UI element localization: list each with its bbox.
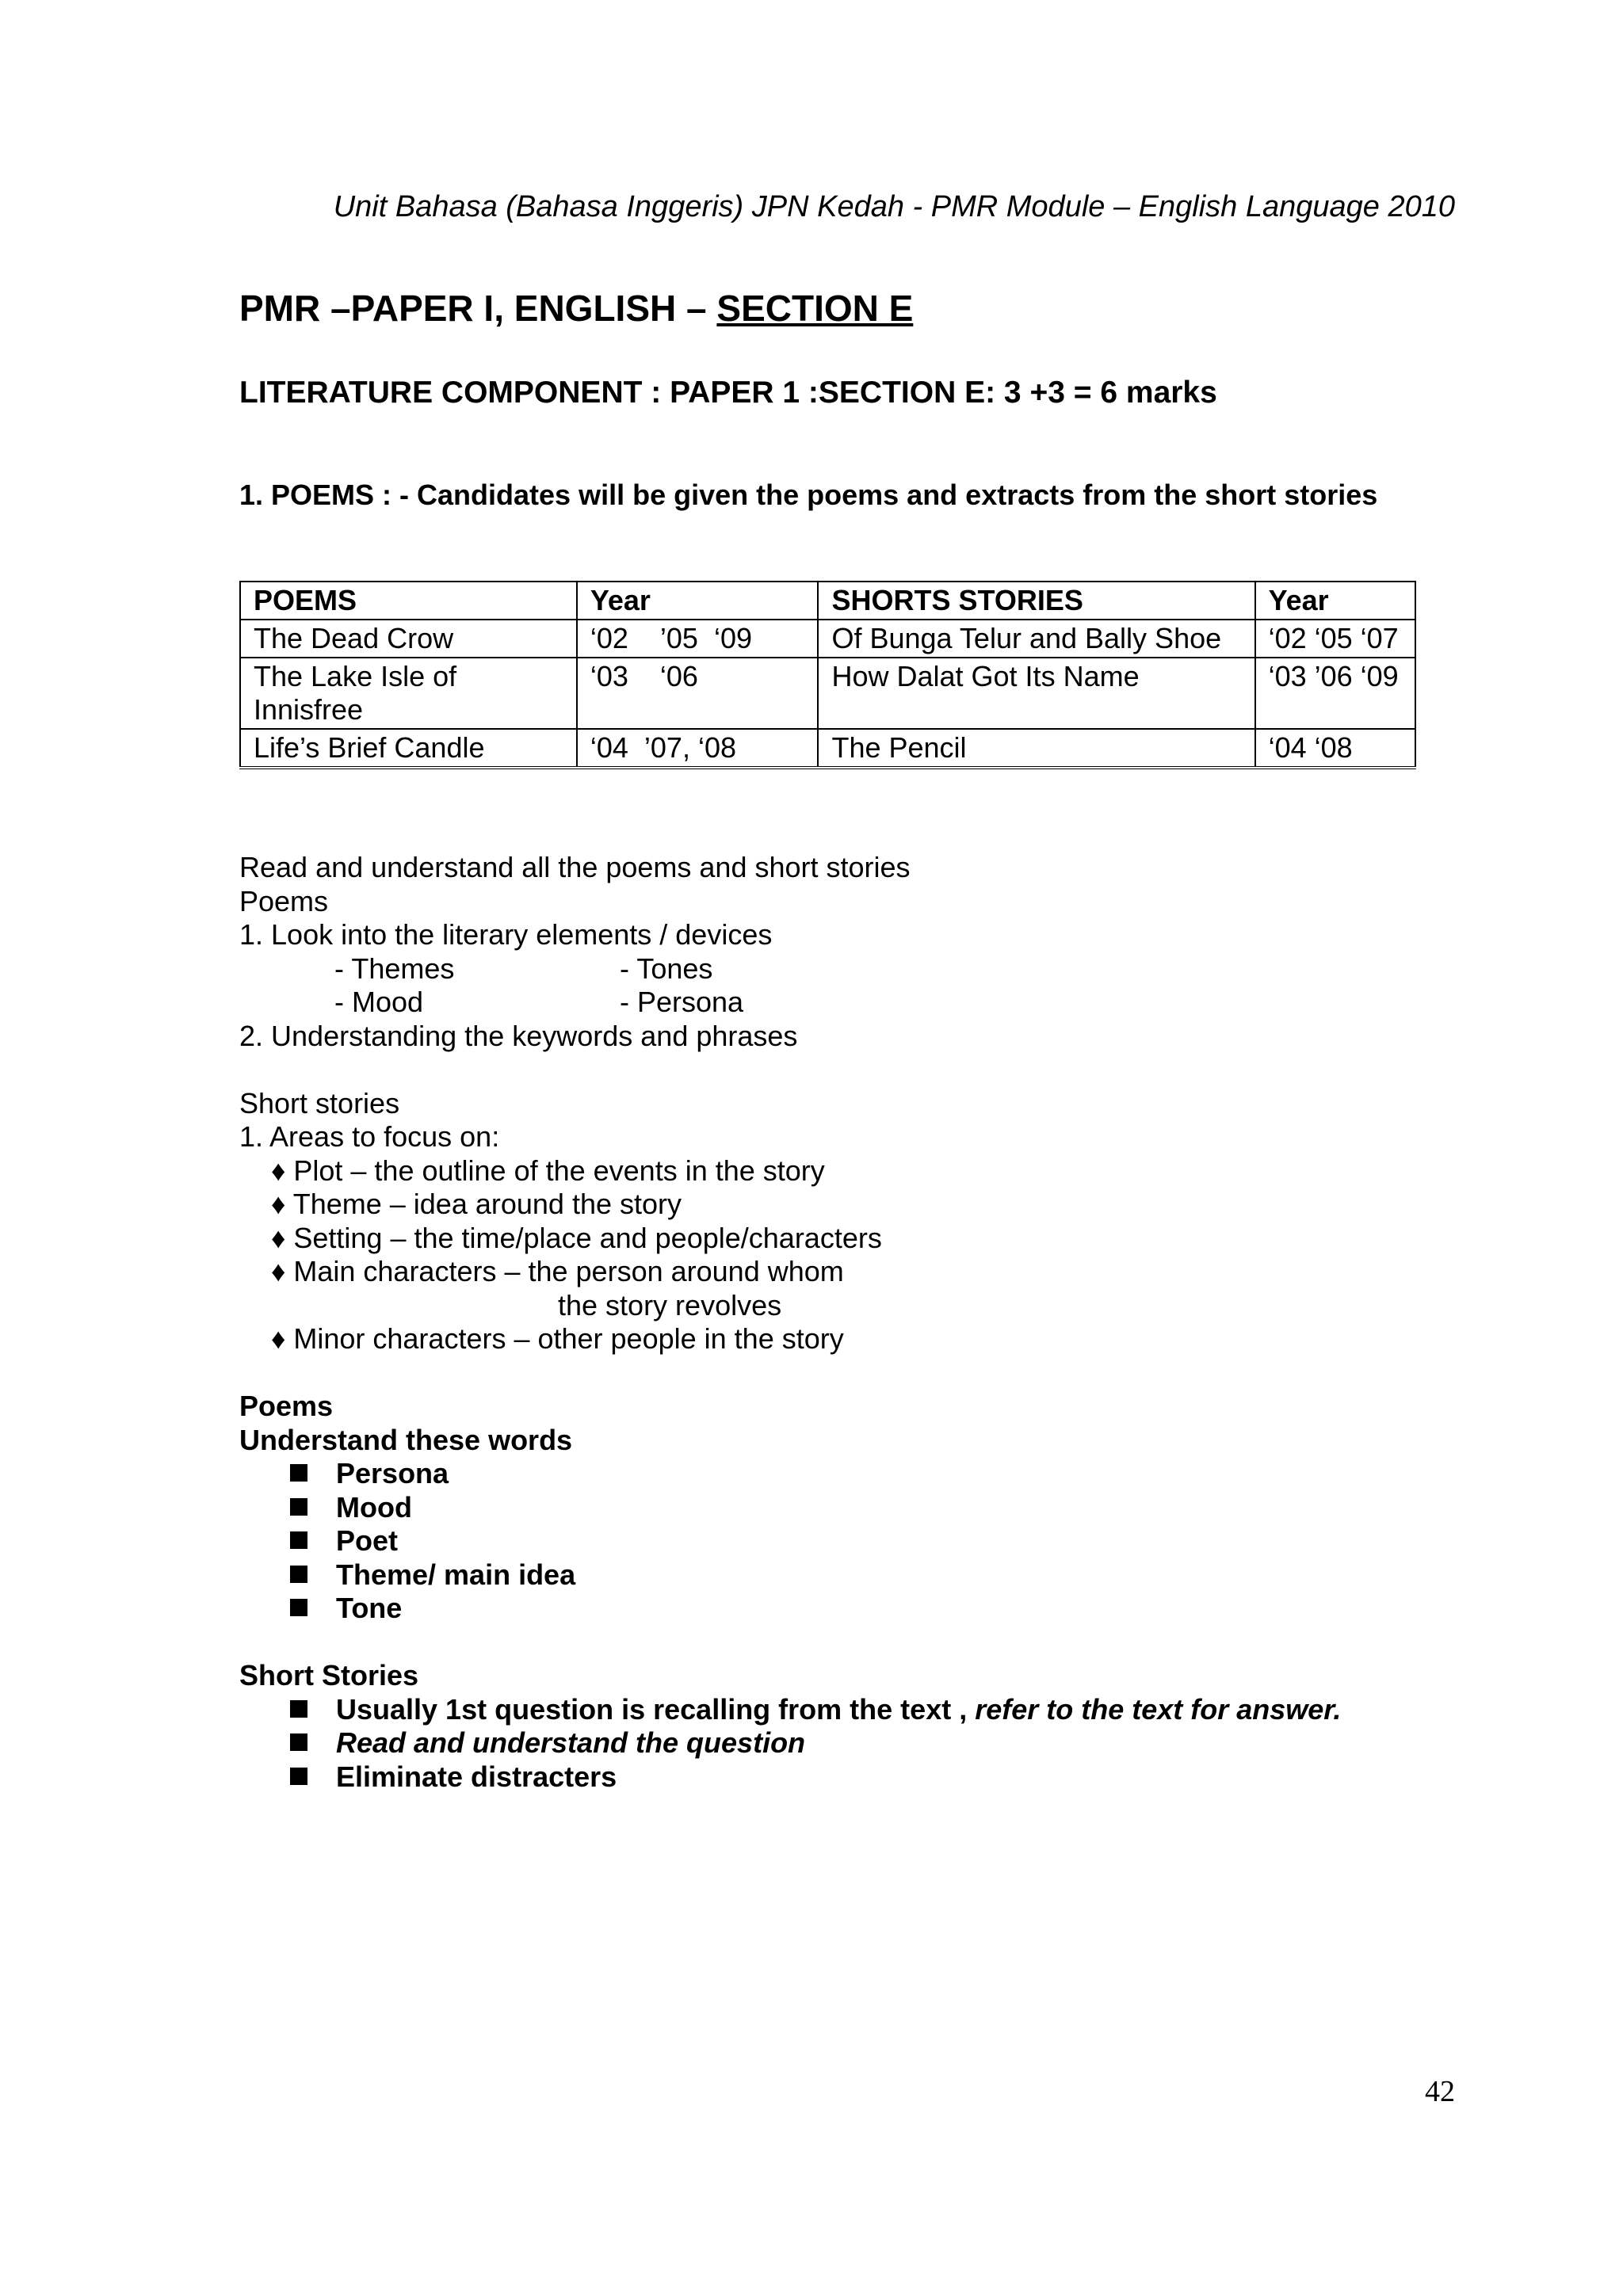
focus-item: ♦ Setting – the time/place and people/characters xyxy=(271,1221,882,1254)
poems-words-heading: Poems xyxy=(239,1390,334,1422)
table-row xyxy=(240,729,1415,768)
list-item: Mood xyxy=(239,1491,1341,1525)
story-year-cell: ‘02 ‘05 ‘07 xyxy=(1255,620,1415,658)
table-row xyxy=(240,620,1415,658)
header-poems: POEMS xyxy=(240,582,577,620)
title-section: SECTION E xyxy=(716,288,914,329)
focus-item: ♦ Theme – idea around the story xyxy=(271,1188,682,1220)
stories-point-1: 1. Areas to focus on: xyxy=(239,1120,500,1153)
poems-point-2: 2. Understanding the keywords and phrases xyxy=(239,1019,798,1052)
story-cell: Of Bunga Telur and Bally Shoe xyxy=(818,620,1254,658)
list-item: Theme/ main idea xyxy=(239,1558,1341,1592)
title-prefix: PMR –PAPER I, ENGLISH – xyxy=(239,288,717,329)
header-stories: SHORTS STORIES xyxy=(818,582,1254,620)
table-row xyxy=(240,658,1415,729)
page-title xyxy=(239,287,913,330)
square-bullet-icon xyxy=(290,1700,307,1718)
element-tones: - Tones xyxy=(620,952,713,985)
header-year: Year xyxy=(577,582,819,620)
focus-item: ♦ Minor characters – other people in the story xyxy=(271,1322,844,1355)
poems-words-subheading: Understand these words xyxy=(239,1423,573,1456)
poems-point-1: 1. Look into the literary elements / devices xyxy=(239,918,773,951)
list-item: Persona xyxy=(239,1457,1341,1491)
study-guide xyxy=(239,851,1341,1794)
list-item: Usually 1st question is recalling from the text , refer to the text for answer. xyxy=(239,1693,1341,1727)
elements-row xyxy=(239,986,1341,1020)
poem-cell: The Dead Crow xyxy=(240,620,577,658)
list-item: Poet xyxy=(239,1524,1341,1558)
poem-year-cell: ‘02 ’05 ‘09 xyxy=(577,620,819,658)
subtitle: LITERATURE COMPONENT : PAPER 1 :SECTION E: 3 +3 = 6 marks xyxy=(239,376,1217,410)
square-bullet-icon xyxy=(290,1768,307,1785)
poem-cell: Life’s Brief Candle xyxy=(240,729,577,768)
poem-cell: The Lake Isle of Innisfree xyxy=(240,658,577,729)
focus-item-continued: the story revolves xyxy=(558,1288,782,1322)
short-stories-heading: Short Stories xyxy=(239,1659,419,1691)
story-year-cell: ‘03 ’06 ‘09 xyxy=(1255,658,1415,729)
list-item: Tone xyxy=(239,1592,1341,1626)
square-bullet-icon xyxy=(290,1566,307,1583)
focus-item: ♦ Main characters – the person around whom xyxy=(271,1255,844,1287)
square-bullet-icon xyxy=(290,1733,307,1751)
poem-year-cell: ‘04 ’07, ‘08 xyxy=(577,729,819,768)
read-line: Read and understand all the poems and short stories xyxy=(239,851,911,883)
element-themes: - Themes xyxy=(334,952,455,985)
square-bullet-icon xyxy=(290,1498,307,1516)
literature-table xyxy=(239,581,1416,769)
story-year-cell: ‘04 ‘08 xyxy=(1255,729,1415,768)
poem-year-cell: ‘03 ‘06 xyxy=(577,658,819,729)
square-bullet-icon xyxy=(290,1464,307,1482)
intro-heading: 1. POEMS : - Candidates will be given the poems and extracts from the short stories xyxy=(239,479,1378,511)
elements-row xyxy=(239,952,1341,986)
element-mood: - Mood xyxy=(334,986,424,1018)
story-cell: The Pencil xyxy=(818,729,1254,768)
running-header: Unit Bahasa (Bahasa Inggeris) JPN Kedah - PMR Module – English Language 2010 xyxy=(333,190,1455,223)
list-item: Read and understand the question xyxy=(239,1726,1341,1760)
story-cell: How Dalat Got Its Name xyxy=(818,658,1254,729)
header-year: Year xyxy=(1255,582,1415,620)
square-bullet-icon xyxy=(290,1599,307,1616)
element-persona: - Persona xyxy=(620,986,744,1018)
list-item: Eliminate distracters xyxy=(239,1760,1341,1794)
table-header-row xyxy=(240,582,1415,620)
focus-item: ♦ Plot – the outline of the events in the story xyxy=(271,1154,825,1187)
page-number: 42 xyxy=(1425,2075,1455,2108)
stories-label: Short stories xyxy=(239,1086,400,1119)
square-bullet-icon xyxy=(290,1531,307,1549)
poems-label: Poems xyxy=(239,884,329,917)
